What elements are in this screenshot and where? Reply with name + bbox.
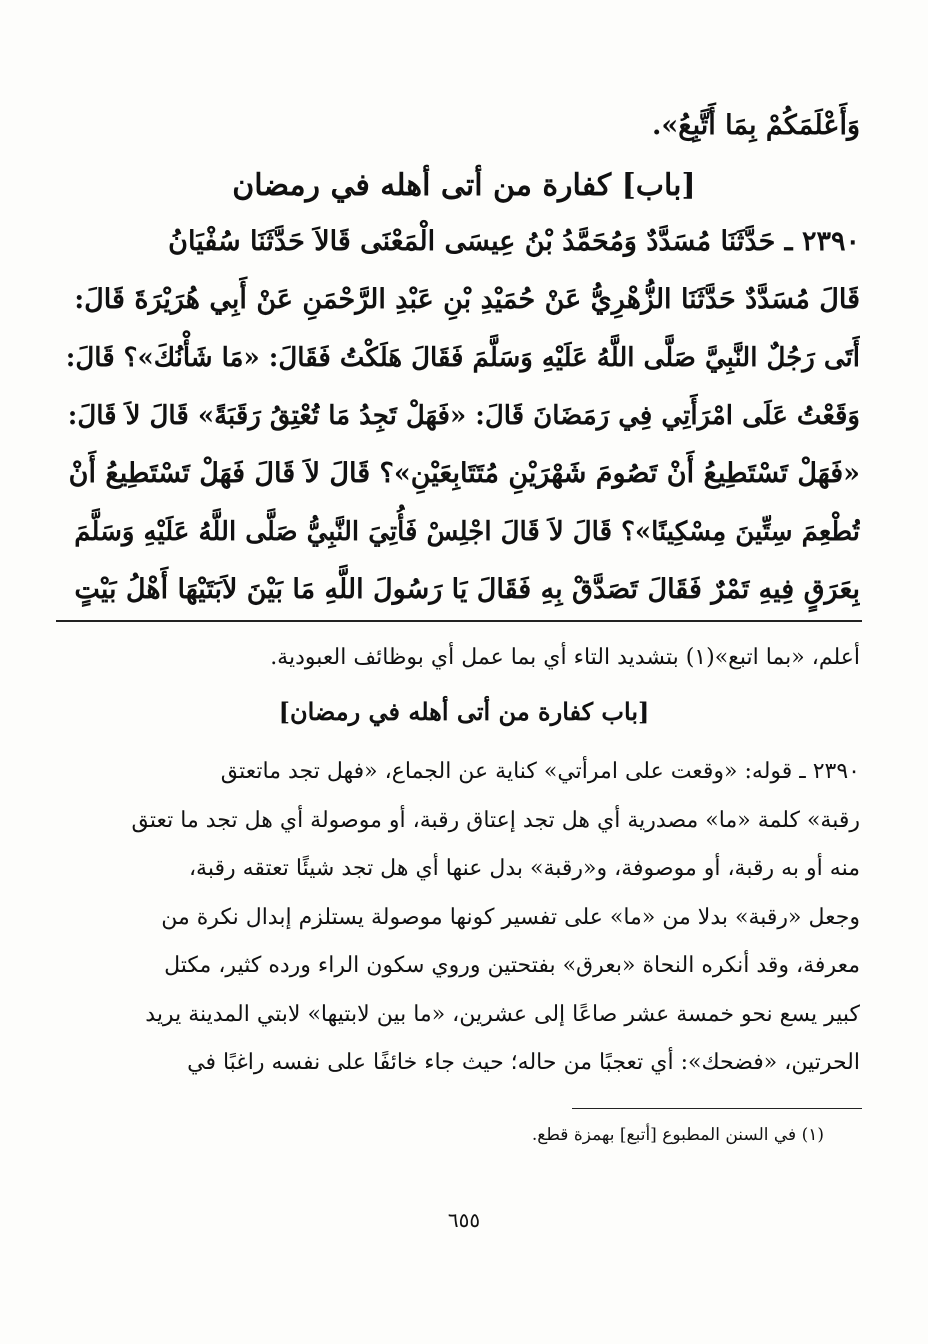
main-first-line: وَأَعْلَمَكُمْ بِمَا أَتَّبِعُ».: [651, 110, 860, 141]
commentary-line: وجعل «رقبة» بدلا من «ما» على تفسير كونها موصولة يستلزم إبدال نكرة من: [161, 904, 860, 930]
main-line: وَقَعْتُ عَلَى امْرَأَتِي فِي رَمَضَانَ قَالَ: «فَهَلْ تَجِدُ مَا تُعْتِقُ رَقَبَةً» قَالَ لاَ قَالَ:: [67, 401, 860, 431]
commentary-first: [60, 634, 860, 683]
main-line: تُطْعِمَ سِتِّينَ مِسْكِينًا»؟ قَالَ لاَ قَالَ اجْلِسْ فَأُتِيَ النَّبِيُّ صَلَّى اللَّهُ عَلَيْهِ وَسَلَّمَ: [74, 517, 860, 547]
main-text-body: [60, 213, 860, 619]
main-chapter-heading: [باب] كفارة من أتى أهله في رمضان: [232, 168, 696, 203]
commentary-body: [60, 748, 860, 1088]
main-line: «فَهَلْ تَسْتَطِيعُ أَنْ تَصُومَ شَهْرَيْنِ مُتَتَابِعَيْنِ»؟ قَالَ لاَ قَالَ فَهَلْ تَسْتَطِيعُ أَنْ: [68, 458, 860, 489]
commentary-line: منه أو به رقبة، أو موصوفة، و«رقبة» بدل عنها أي هل تجد شيئًا تعتقه رقبة،: [188, 856, 860, 881]
section-divider: [56, 620, 862, 622]
main-text-first: [60, 97, 860, 155]
page-number: ٦٥٥: [447, 1208, 481, 1232]
commentary-line: كبير يسع نحو خمسة عشر صاعًا إلى عشرين، «ما بين لابتيها» لابتي المدينة يريد: [145, 1001, 860, 1027]
commentary-line: الحرتين، «فضحك»: أي تعجبًا من حاله؛ حيث جاء خائفًا على نفسه راغبًا في: [187, 1050, 860, 1075]
commentary-line: ٢٣٩٠ ـ قوله: «وقعت على امرأتي» كناية عن الجماع، «فهل تجد ماتعتق: [220, 759, 860, 784]
footnote-divider: [572, 1108, 862, 1109]
commentary-line: رقبة» كلمة «ما» مصدرية أي هل تجد إعتاق رقبة، أو موصولة أي هل تجد ما تعتق: [131, 807, 860, 833]
commentary-chapter-heading: [باب كفارة من أتى أهله في رمضان]: [278, 697, 650, 726]
main-line: بِعَرَقٍ فِيهِ تَمْرٌ فَقَالَ تَصَدَّقْ بِهِ فَقَالَ يَا رَسُولَ اللَّهِ مَا بَيْنَ لاَبَتَيْهَا أَهْلُ بَيْتٍ: [74, 574, 860, 605]
footnote: (١) في السنن المطبوع [أتبع] بهمزة قطع.: [531, 1125, 824, 1145]
commentary-line: معرفة، وقد أنكره النحاة «بعرق» بفتحتين وروي سكون الراء ورده كثير، مكتل: [164, 953, 860, 978]
main-line: قَالَ مُسَدَّدٌ حَدَّثَنَا الزُّهْرِيُّ عَنْ حُمَيْدِ بْنِ عَبْدِ الرَّحْمَنِ عَنْ أَبِي هُرَيْرَةَ قَالَ:: [74, 284, 860, 315]
main-line: أَتَى رَجُلٌ النَّبِيَّ صَلَّى اللَّهُ عَلَيْهِ وَسَلَّمَ فَقَالَ هَلَكْتُ فَقَالَ: «مَا شَأْنُكَ»؟ قَالَ:: [65, 343, 860, 373]
commentary-first-line: أعلم، «بما اتبع»(١) بتشديد التاء أي بما عمل أي بوظائف العبودية.: [270, 645, 860, 670]
main-line: ٢٣٩٠ ـ حَدَّثَنَا مُسَدَّدٌ وَمُحَمَّدُ بْنُ عِيسَى الْمَعْنَى قَالاَ حَدَّثَنَا سُفْيَانُ: [168, 226, 860, 257]
